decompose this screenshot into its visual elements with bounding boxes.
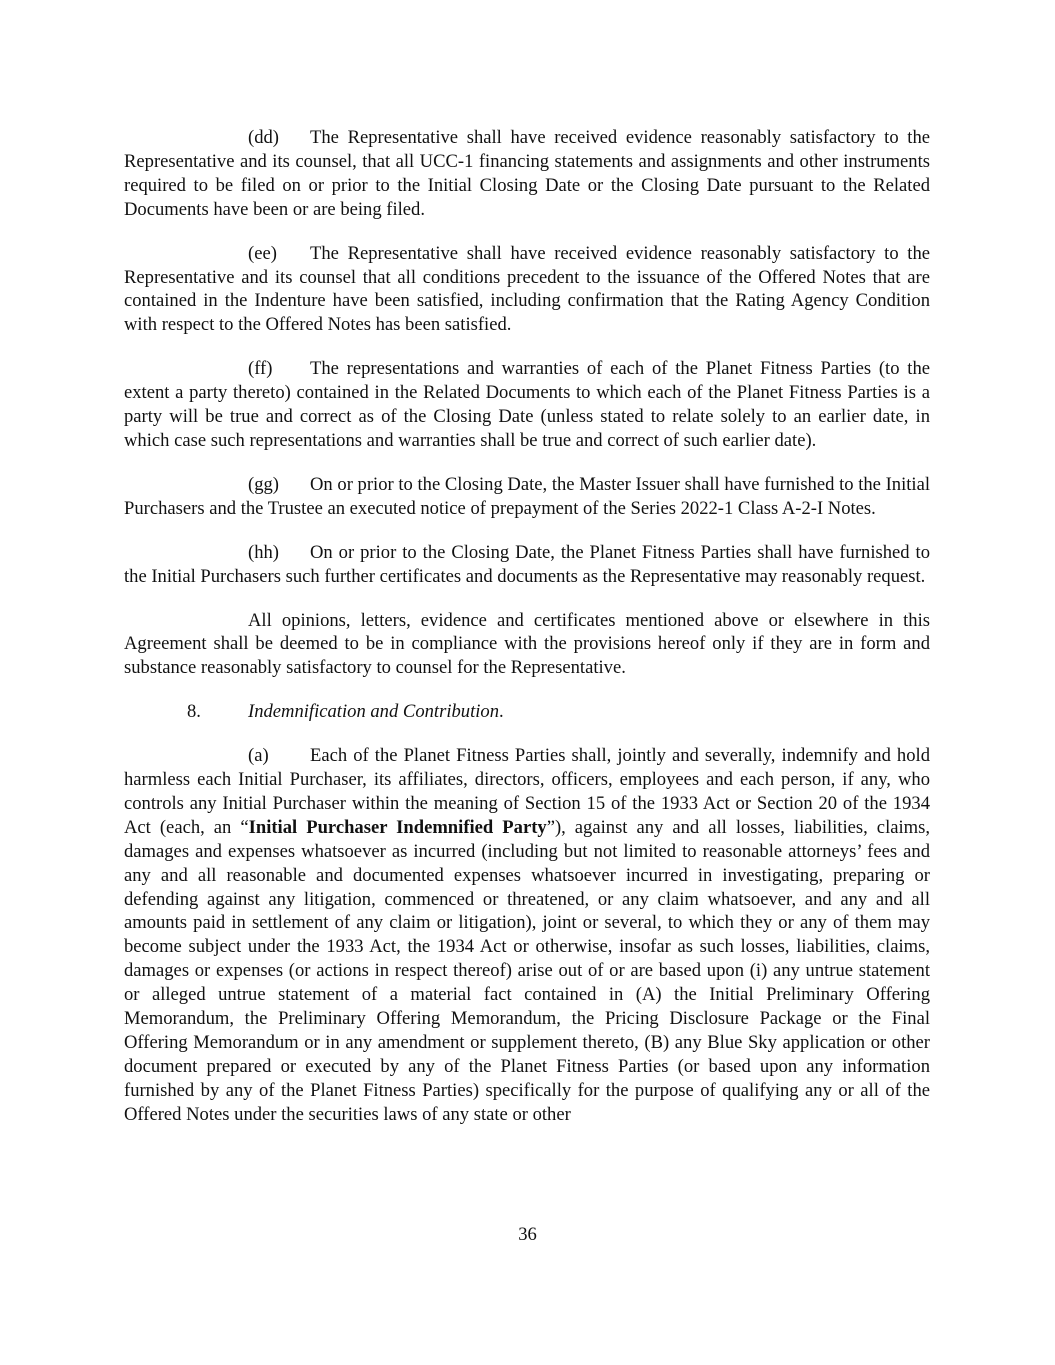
paragraph-ee (124, 242, 930, 338)
subsection-text-after: ”), against any and all losses, liabilities, claims, damages and expenses whatsoever as incurred (including but not limited to reasonable attorneys’ fees and any and all reasonable and documented expenses whatsoever incurred in investigating, preparing or defending against any litigation, commenced or threatened, or any claim whatsoever, and any and all amounts paid in settlement of any claim or litigation), joint or several, to which they or any of them may become subject under the 1933 Act, the 1934 Act or otherwise, insofar as such losses, liabilities, claims, damages or expenses (or actions in respect thereof) arise out of or are based upon (i) any untrue statement or alleged untrue statement of a material fact contained in (A) the Initial Preliminary Offering Memorandum, the Preliminary Offering Memorandum, the Pricing Disclosure Package or the Final Offering Memorandum or in any amendment or supplement thereto, (B) any Blue Sky application or other document prepared or executed by any of the Planet Fitness Parties (or based upon any information furnished by any of the Planet Fitness Parties) specifically for the purpose of qualifying any or all of the Offered Notes under the securities laws of any state or other (124, 816, 930, 1125)
paragraph-label: (ff) (248, 358, 273, 380)
paragraph-ff (124, 357, 930, 453)
paragraph-text: On or prior to the Closing Date, the Planet Fitness Parties shall have furnished to the Initial Purchasers such further certificates and documents as the Representative may reasonably request. (124, 541, 930, 587)
paragraph-text: The Representative shall have received evidence reasonably satisfactory to the Representative and its counsel, that all UCC-1 financing statements and assignments and other instruments required to be filed on or prior to the Initial Closing Date or the Closing Date pursuant to the Related Documents have been or are being filed. (124, 127, 930, 220)
subsection-a (124, 744, 930, 1127)
subsection-label: (a) (248, 745, 269, 767)
paragraph-text: The Representative shall have received evidence reasonably satisfactory to the Representative and its counsel that all conditions precedent to the issuance of the Offered Notes that are contained in the Indenture have been satisfied, including confirmation that the Rating Agency Condition with respect to the Offered Notes has been satisfied. (124, 242, 930, 336)
paragraph-text: On or prior to the Closing Date, the Master Issuer shall have furnished to the Initial Purchasers and the Trustee an executed notice of prepayment of the Series 2022-1 Class A-2-I Notes. (124, 473, 930, 519)
subsection-text-before: Each of the Planet Fitness Parties shall, jointly and severally, indemnify and hold harmless each Initial Purchaser, its affiliates, directors, officers, employees and each person, if any, who controls any Initial Purchaser within the meaning of Section 15 of the 1933 Act or Section 20 of the 1934 Act (each, an “ (124, 745, 930, 838)
section-heading (124, 700, 930, 724)
paragraph-dd (124, 126, 930, 222)
paragraph-label: (dd) (248, 127, 279, 148)
paragraph-hh (124, 541, 930, 589)
section-number: 8. (187, 701, 201, 723)
defined-term: Initial Purchaser Indemnified Party (248, 816, 547, 838)
section-title: Indemnification and Contribution (248, 701, 500, 723)
document-page (124, 126, 930, 1147)
paragraph-gg (124, 473, 930, 521)
closing-paragraph: All opinions, letters, evidence and certificates mentioned above or elsewhere in this Agreement shall be deemed to be in compliance with the provisions hereof only if they are in form and substance reasonably satisfactory to counsel for the Representative. (124, 609, 930, 679)
section-title-suffix: . (499, 701, 504, 723)
paragraph-text: The representations and warranties of each of the Planet Fitness Parties (to the extent a party thereto) contained in the Related Documents to which each of the Planet Fitness Parties is a party will be true and correct as of the Closing Date (unless stated to relate solely to an earlier date, in which case such representations and warranties shall be true and correct of such earlier date). (124, 358, 930, 451)
page-number: 36 (518, 1224, 537, 1245)
paragraph-label: (ee) (248, 242, 277, 264)
paragraph-label: (gg) (248, 473, 279, 495)
paragraph-label: (hh) (248, 541, 279, 563)
